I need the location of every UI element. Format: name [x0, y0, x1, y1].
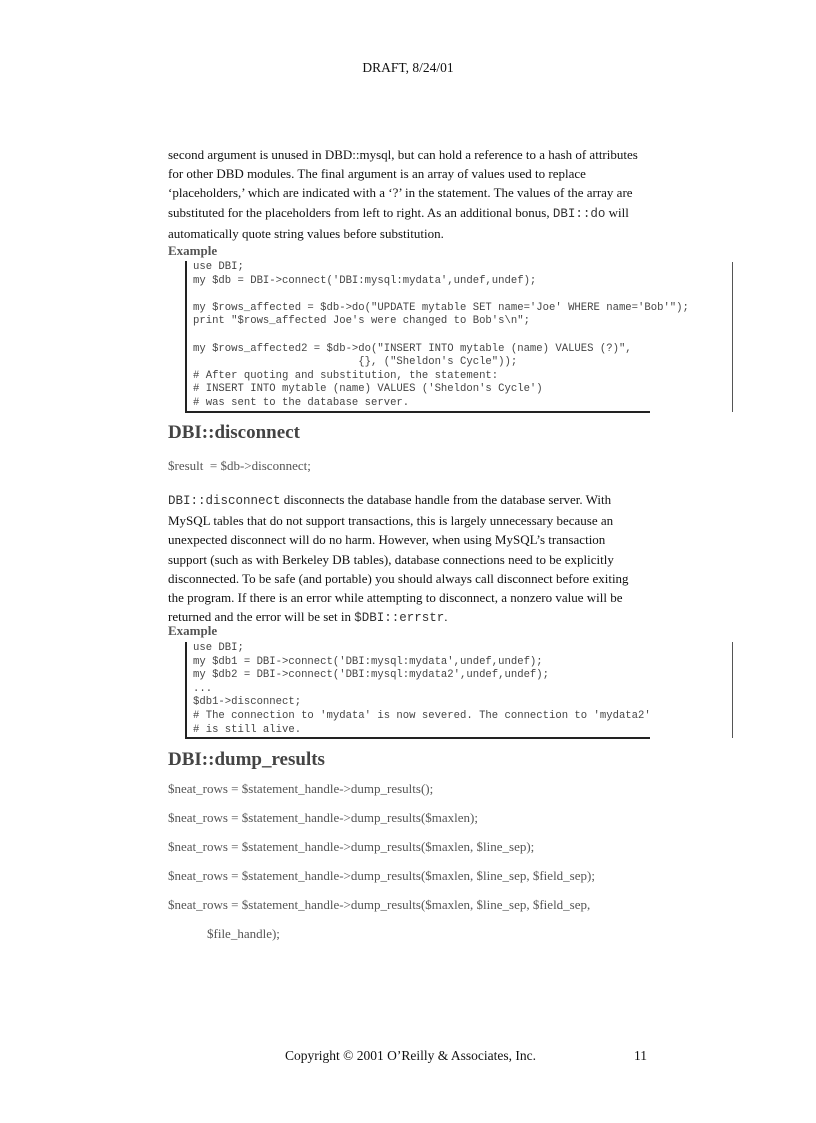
- disconnect-paragraph: [168, 490, 650, 628]
- code-line: [193, 288, 650, 302]
- para-line: MySQL tables that do not support transactions, this is largely unnecessary because an: [168, 513, 614, 529]
- example-label: Example: [168, 243, 218, 258]
- section-title-dump-results: DBI::dump_results: [168, 749, 325, 770]
- code-line: use DBI;: [193, 261, 244, 273]
- footer-copyright: Copyright © 2001 O’Reilly & Associates, Inc.: [285, 1048, 536, 1063]
- method-signature: $result = $db->disconnect;: [168, 458, 311, 473]
- method-signature: $neat_rows = $statement_handle->dump_results($maxlen, $line_sep);: [168, 839, 535, 854]
- code-line: # was sent to the database server.: [193, 396, 410, 409]
- code-line: my $db1 = DBI->connect('DBI:mysql:mydata',undef,undef);: [193, 655, 543, 668]
- section-title-disconnect: DBI::disconnect: [168, 422, 300, 443]
- para-line: unexpected disconnect will do no harm. However, when using MySQL’s transaction: [168, 532, 606, 548]
- code-line: my $rows_affected2 = $db->do("INSERT INTO mytable (name) VALUES (?)",: [193, 342, 632, 355]
- intro-line: for other DBD modules. The final argument is an array of values used to replace: [168, 166, 586, 182]
- code-example-1: [185, 261, 689, 413]
- para-line: DBI::disconnect disconnects the database handle from the database server. With: [168, 492, 612, 508]
- para-line: the program. If there is an error while attempting to disconnect, a nonzero value will be: [168, 590, 623, 606]
- code-line: use DBI;: [193, 642, 244, 654]
- code-line: [193, 329, 650, 343]
- intro-paragraph: [168, 145, 650, 243]
- change-bar: [732, 642, 733, 738]
- code-line: # INSERT INTO mytable (name) VALUES ('Sheldon's Cycle'): [193, 383, 543, 396]
- method-signature: $neat_rows = $statement_handle->dump_results($maxlen);: [168, 810, 478, 825]
- intro-line: automatically quote string values before substitution.: [168, 225, 444, 241]
- change-bar: [732, 262, 733, 412]
- code-line: # After quoting and substitution, the statement:: [193, 369, 499, 382]
- intro-line: substituted for the placeholders from left to right. As an additional bonus, DBI::do will: [168, 204, 629, 221]
- code-line: # The connection to 'mydata' is now severed. The connection to 'mydata2': [193, 709, 651, 722]
- inline-code: $DBI::errstr: [354, 611, 445, 626]
- code-line: $db1->disconnect;: [193, 696, 302, 709]
- code-line: # is still alive.: [193, 723, 302, 736]
- method-signature: $neat_rows = $statement_handle->dump_results();: [168, 781, 434, 796]
- code-line: print "$rows_affected Joe's were changed to Bob's\n";: [193, 315, 530, 328]
- page-number: 11: [634, 1048, 647, 1063]
- page-header: DRAFT, 8/24/01: [362, 60, 454, 75]
- para-line: disconnected. To be safe (and portable) you should always call disconnect before exiting: [168, 570, 629, 586]
- inline-code: DBI::disconnect: [168, 494, 281, 508]
- intro-line: second argument is unused in DBD::mysql, but can hold a reference to a hash of attributes: [168, 147, 638, 162]
- para-line: support (such as with Berkeley DB tables), database connections need to be explicitly: [168, 551, 614, 567]
- code-line: ...: [193, 682, 213, 695]
- code-line: my $db2 = DBI->connect('DBI:mysql:mydata2',undef,undef);: [193, 669, 550, 682]
- inline-code: DBI::do: [552, 206, 606, 221]
- example-label: Example: [168, 623, 218, 638]
- method-signature: $neat_rows = $statement_handle->dump_results($maxlen, $line_sep, $field_sep);: [168, 868, 595, 883]
- para-line: returned and the error will be set in $DBI::errstr.: [168, 609, 448, 626]
- method-signature: $neat_rows = $statement_handle->dump_results($maxlen, $line_sep, $field_sep,: [168, 897, 591, 912]
- code-line: my $rows_affected = $db->do("UPDATE mytable SET name='Joe' WHERE name='Bob'");: [193, 301, 689, 314]
- code-line: {}, ("Sheldon's Cycle"));: [193, 356, 518, 369]
- method-signature: $file_handle);: [168, 926, 280, 941]
- code-example-2: [185, 642, 650, 739]
- code-line: my $db = DBI->connect('DBI:mysql:mydata',undef,undef);: [193, 274, 537, 287]
- intro-line: ‘placeholders,’ which are indicated with a ‘?’ in the statement. The values of the array are: [168, 185, 633, 201]
